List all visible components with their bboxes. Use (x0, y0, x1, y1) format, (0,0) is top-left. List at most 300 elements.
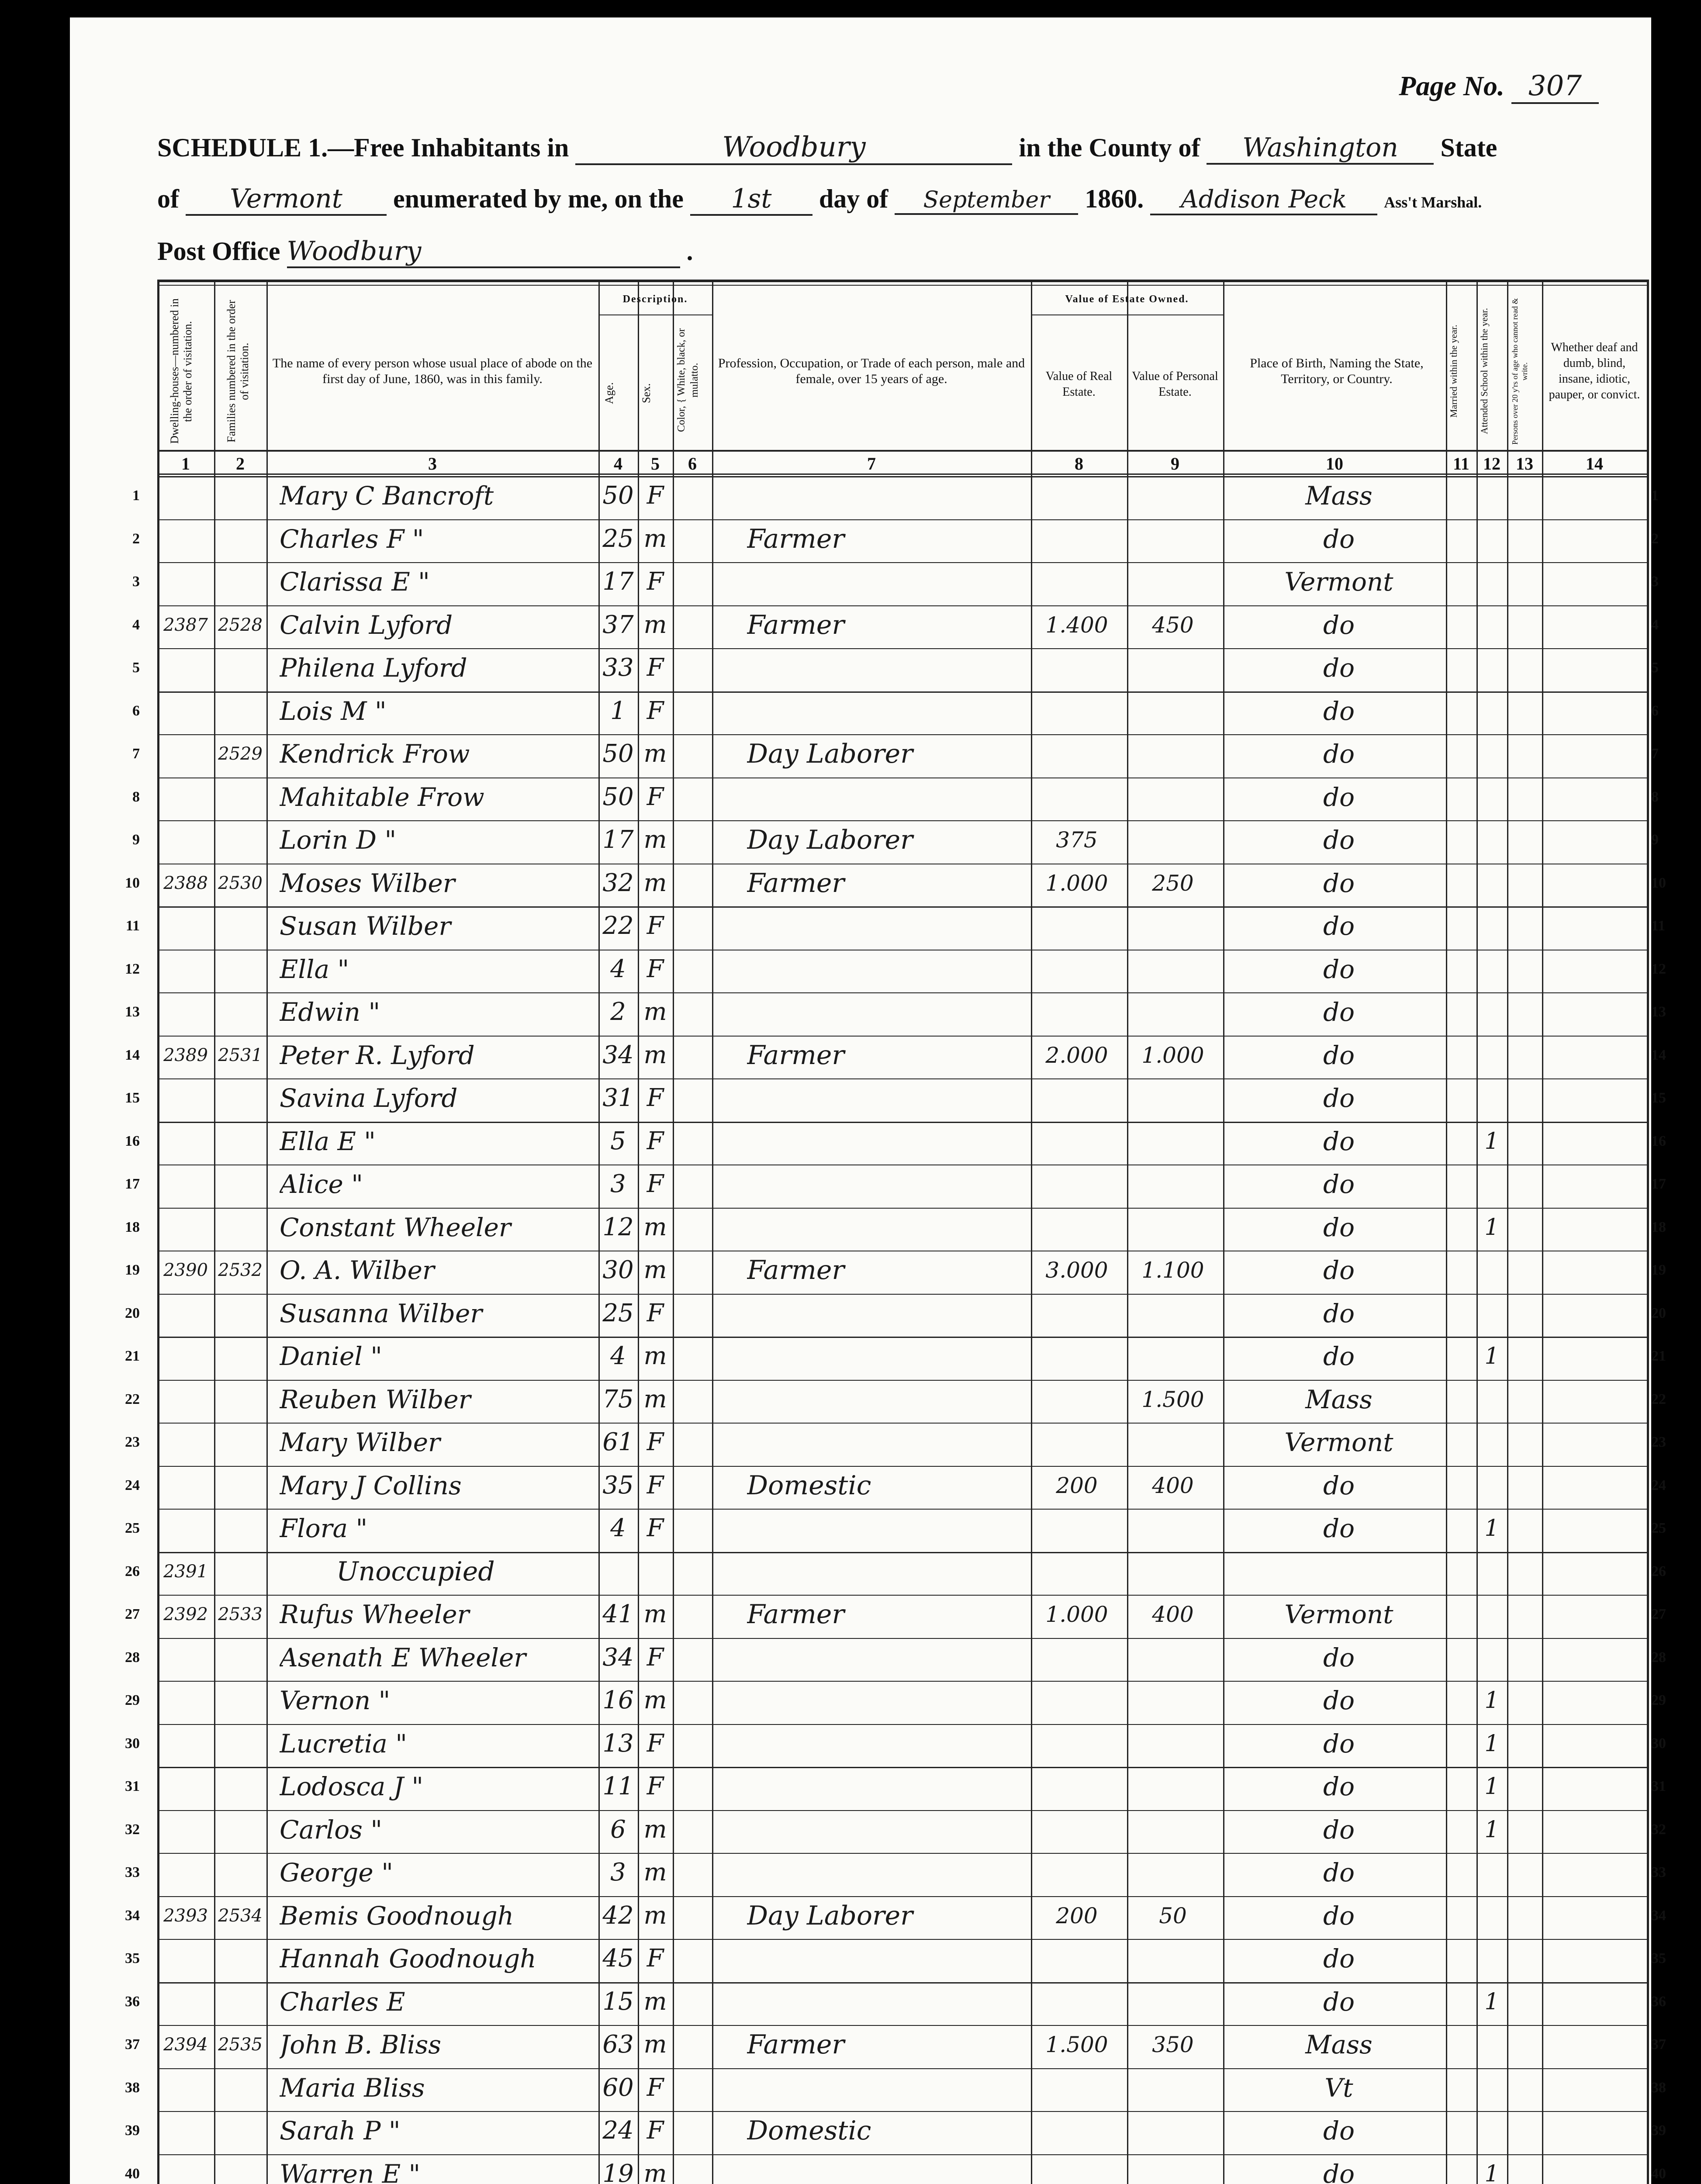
state-name: Vermont (186, 183, 387, 216)
personal-estate-value (1127, 1636, 1219, 1679)
column-number: 9 (1171, 454, 1179, 473)
column-number: 13 (1516, 454, 1533, 473)
dwelling-number (159, 1765, 212, 1808)
real-estate-value (1031, 1292, 1123, 1335)
dwelling-number (159, 2153, 212, 2184)
sex: m (643, 524, 667, 553)
column-number: 5 (651, 454, 660, 473)
age: 32 (602, 868, 634, 897)
column-divider (1446, 280, 1447, 2184)
column-number: 4 (614, 454, 622, 473)
occupation (747, 1550, 1022, 1593)
sex: F (647, 2073, 664, 2102)
post-office-name: Woodbury (287, 236, 680, 268)
occupation (747, 646, 1022, 690)
real-estate-value (1031, 2109, 1123, 2153)
value-estate-heading: Value of Estate Owned. (1065, 294, 1189, 305)
place-of-birth: do (1323, 1642, 1355, 1673)
family-number (216, 560, 265, 604)
row-number-left: 3 (132, 574, 140, 590)
col-13-heading: Persons over 20 y'rs of age who cannot read & write. (1511, 298, 1529, 445)
attended-school (1476, 2067, 1507, 2110)
family-number (216, 1335, 265, 1378)
attended-school: 1 (1484, 1730, 1499, 1757)
age: 50 (602, 782, 634, 811)
personal-estate-value (1127, 1206, 1219, 1249)
person-name: Clarissa E " (280, 567, 430, 597)
age: 45 (602, 1944, 634, 1973)
dwelling-number: 2388 (163, 873, 208, 893)
row-number-right: 21 (1651, 1348, 1666, 1364)
dwelling-number (159, 948, 212, 991)
real-estate-value (1031, 1937, 1123, 1980)
dwelling-number (159, 518, 212, 561)
dwelling-number (159, 474, 212, 518)
row-number-left: 7 (132, 746, 140, 762)
sex: m (643, 2159, 667, 2184)
row-number-right: 1 (1651, 487, 1659, 504)
real-estate-value: 2.000 (1045, 1042, 1108, 1068)
real-estate-value (1031, 1335, 1123, 1378)
occupation: Farmer (747, 1040, 845, 1071)
state-label: State (1440, 133, 1497, 162)
person-name: Alice " (280, 1169, 363, 1199)
sex: m (643, 1901, 667, 1930)
personal-estate-value (1127, 1163, 1219, 1206)
place-of-birth: Vt (1324, 2073, 1353, 2103)
dwelling-number: 2391 (163, 1561, 208, 1582)
attended-school (1476, 1421, 1507, 1464)
sex: m (643, 1600, 667, 1628)
real-estate-value (1031, 776, 1123, 819)
family-number (216, 1765, 265, 1808)
family-number (216, 948, 265, 991)
attended-school (1476, 1464, 1507, 1507)
attended-school: 1 (1484, 1988, 1499, 2015)
enumeration-month: September (895, 187, 1078, 215)
sex: m (643, 826, 667, 854)
personal-estate-value: 250 (1152, 870, 1194, 896)
age: 12 (602, 1213, 634, 1241)
occupation (747, 1335, 1022, 1378)
column-number: 10 (1326, 454, 1343, 473)
row-number-left: 16 (125, 1133, 140, 1149)
occupation: Domestic (747, 1470, 871, 1501)
family-number (216, 690, 265, 733)
attended-school (1476, 1163, 1507, 1206)
family-number (216, 1679, 265, 1722)
age: 31 (602, 1084, 634, 1112)
sex: F (647, 653, 664, 682)
occupation (747, 1980, 1022, 2024)
column-number: 3 (428, 454, 437, 473)
column-divider (1223, 280, 1224, 2184)
attended-school (1476, 1894, 1507, 1938)
place-of-birth: do (1323, 1944, 1355, 1973)
sex: m (643, 868, 667, 897)
sex: F (647, 1428, 664, 1456)
place-of-birth: do (1323, 1901, 1355, 1931)
row-number-right: 6 (1651, 702, 1659, 719)
family-number (216, 2153, 265, 2184)
place-of-birth: do (1323, 1298, 1355, 1328)
row-number-right: 9 (1651, 832, 1659, 848)
person-name: Ella E " (280, 1126, 376, 1156)
row-number-left: 34 (125, 1907, 140, 1924)
row-number-right: 22 (1651, 1391, 1666, 1407)
occupation (747, 1421, 1022, 1464)
place-of-birth: do (1323, 782, 1355, 812)
sex: F (647, 1127, 664, 1155)
attended-school: 1 (1484, 1773, 1499, 1800)
personal-estate-value (1127, 1937, 1219, 1980)
real-estate-value (1031, 948, 1123, 991)
place-of-birth: do (1323, 1083, 1355, 1113)
occupation (747, 1679, 1022, 1722)
personal-estate-value (1127, 2109, 1219, 2153)
real-estate-value (1031, 733, 1123, 776)
column-number: 12 (1483, 454, 1500, 473)
person-name: George " (280, 1858, 393, 1887)
row-number-right: 35 (1651, 1950, 1666, 1966)
place-of-birth: do (1323, 1686, 1355, 1715)
row-number-right: 30 (1651, 1735, 1666, 1752)
real-estate-value: 3.000 (1045, 1258, 1108, 1283)
attended-school (1476, 1292, 1507, 1335)
family-number (216, 905, 265, 948)
sex: F (647, 954, 664, 983)
row-number-left: 21 (125, 1348, 140, 1364)
column-divider (673, 280, 674, 2184)
real-estate-value (1031, 2067, 1123, 2110)
personal-estate-value (1127, 1120, 1219, 1163)
place-of-birth: do (1323, 524, 1355, 554)
dwelling-number: 2393 (163, 1905, 208, 1926)
age: 25 (602, 1299, 634, 1327)
sex: F (647, 481, 664, 510)
dwelling-number (159, 1206, 212, 1249)
row-number-left: 2 (132, 530, 140, 547)
sex: m (643, 740, 667, 768)
county-name: Washington (1207, 132, 1434, 165)
attended-school (1476, 905, 1507, 948)
col-8-heading: Value of Real Estate. (1045, 370, 1113, 399)
personal-estate-value (1127, 819, 1219, 862)
row-number-left: 1 (132, 487, 140, 504)
place-of-birth: do (1323, 653, 1355, 683)
attended-school (1476, 862, 1507, 905)
occupation: Day Laborer (747, 1900, 913, 1931)
dwelling-number (159, 560, 212, 604)
sex: F (647, 1471, 664, 1500)
personal-estate-value: 400 (1152, 1602, 1194, 1627)
enumerated-label: enumerated by me, on the (393, 184, 684, 213)
dwelling-number (159, 1808, 212, 1852)
occupation (747, 1163, 1022, 1206)
column-number: 6 (688, 454, 697, 473)
row-number-left: 8 (132, 788, 140, 805)
family-number (216, 1464, 265, 1507)
column-number: 11 (1453, 454, 1469, 473)
family-number (216, 1507, 265, 1550)
occupation: Domestic (747, 2115, 871, 2146)
sex: m (643, 1815, 667, 1844)
age: 3 (610, 1858, 626, 1887)
person-name: O. A. Wilber (280, 1255, 435, 1285)
place-of-birth: do (1323, 1470, 1355, 1500)
col-10-heading: Place of Birth, Naming the State, Territory, or Country. (1250, 356, 1424, 386)
age: 63 (602, 2030, 634, 2059)
place-of-birth: do (1323, 1341, 1355, 1371)
age: 6 (610, 1815, 626, 1844)
age: 33 (602, 653, 634, 682)
dwelling-number (159, 1421, 212, 1464)
occupation (747, 1851, 1022, 1894)
age: 42 (602, 1901, 634, 1930)
person-name: Moses Wilber (280, 868, 455, 898)
age: 22 (602, 912, 634, 940)
dwelling-number (159, 1163, 212, 1206)
row-number-left: 24 (125, 1477, 140, 1493)
occupation: Day Laborer (747, 739, 913, 769)
estate-divider (1031, 314, 1223, 315)
occupation (747, 776, 1022, 819)
row-number-left: 26 (125, 1563, 140, 1579)
age: 61 (602, 1428, 634, 1456)
row-number-left: 36 (125, 1993, 140, 2010)
row-number-left: 29 (125, 1692, 140, 1708)
header-line-2 (157, 183, 1482, 216)
family-number: 2533 (218, 1604, 263, 1624)
real-estate-value (1031, 690, 1123, 733)
row-number-left: 13 (125, 1004, 140, 1020)
family-number: 2530 (218, 873, 263, 893)
table-top-border-inner (157, 285, 1647, 286)
sex: m (643, 2030, 667, 2059)
person-name: Charles E (280, 1987, 405, 2017)
personal-estate-value (1127, 991, 1219, 1034)
column-divider (214, 280, 215, 2184)
row-number-right: 40 (1651, 2165, 1666, 2182)
dwelling-number (159, 1679, 212, 1722)
age: 4 (610, 1342, 626, 1370)
sex: F (647, 1170, 664, 1198)
attended-school (1476, 1636, 1507, 1679)
family-number (216, 1980, 265, 2024)
row-number-right: 2 (1651, 530, 1659, 547)
family-number (216, 646, 265, 690)
sex: F (647, 1299, 664, 1327)
real-estate-value (1031, 905, 1123, 948)
attended-school (1476, 1034, 1507, 1077)
attended-school: 1 (1484, 1515, 1499, 1541)
real-estate-value (1031, 646, 1123, 690)
row-number-left: 18 (125, 1219, 140, 1235)
dwelling-number (159, 733, 212, 776)
personal-estate-value (1127, 646, 1219, 690)
sex: F (647, 696, 664, 725)
real-estate-value: 200 (1056, 1903, 1098, 1928)
sex: F (647, 782, 664, 811)
occupation (747, 1120, 1022, 1163)
real-estate-value (1031, 1636, 1123, 1679)
place-of-birth: Vermont (1284, 567, 1393, 597)
personal-estate-value: 450 (1152, 612, 1194, 638)
place-of-birth: Mass (1305, 481, 1373, 511)
real-estate-value (1031, 1206, 1123, 1249)
personal-estate-value (1127, 1851, 1219, 1894)
occupation (747, 474, 1022, 518)
family-number (216, 1722, 265, 1766)
column-number: 8 (1075, 454, 1083, 473)
personal-estate-value (1127, 474, 1219, 518)
personal-estate-value (1127, 1421, 1219, 1464)
age: 50 (602, 481, 634, 510)
real-estate-value: 1.400 (1045, 612, 1108, 638)
dwelling-number (159, 646, 212, 690)
personal-estate-value (1127, 2153, 1219, 2184)
age: 50 (602, 740, 634, 768)
place-of-birth (1241, 1550, 1437, 1593)
place-of-birth: Vermont (1284, 1600, 1393, 1629)
family-number (216, 2109, 265, 2153)
page-number-value: 307 (1511, 70, 1599, 104)
person-name: John B. Bliss (280, 2030, 442, 2060)
census-sheet (70, 17, 1666, 2184)
occupation (747, 1206, 1022, 1249)
row-number-left: 19 (125, 1262, 140, 1278)
row-number-right: 10 (1651, 874, 1666, 891)
person-name: Hannah Goodnough (280, 1944, 536, 1973)
person-name: Mahitable Frow (280, 782, 484, 812)
place-of-birth: do (1323, 2116, 1355, 2146)
occupation (747, 2153, 1022, 2184)
family-number: 2529 (218, 744, 263, 764)
person-name: Carlos " (280, 1814, 383, 1845)
row-number-left: 38 (125, 2079, 140, 2096)
sex: F (647, 2116, 664, 2145)
real-estate-value (1031, 2153, 1123, 2184)
row-number-right: 39 (1651, 2122, 1666, 2139)
real-estate-value: 375 (1056, 827, 1098, 853)
occupation (747, 2067, 1022, 2110)
age: 75 (602, 1385, 634, 1413)
personal-estate-value (1127, 1335, 1219, 1378)
person-name: Susan Wilber (280, 911, 451, 941)
row-number-right: 20 (1651, 1305, 1666, 1321)
occupation (747, 1378, 1022, 1421)
place-of-birth: do (1323, 1126, 1355, 1156)
age: 13 (602, 1729, 634, 1758)
of-label: of (157, 184, 179, 213)
attended-school: 1 (1484, 1128, 1499, 1154)
sex: F (647, 1772, 664, 1800)
personal-estate-value (1127, 776, 1219, 819)
marshal-name: Addison Peck (1150, 185, 1377, 215)
occupation: Farmer (747, 1255, 845, 1286)
occupation (747, 1722, 1022, 1766)
col-2-heading: Families numbered in the order of visitation. (225, 300, 251, 443)
sex: m (643, 998, 667, 1026)
row-number-right: 32 (1651, 1821, 1666, 1838)
place-of-birth: do (1323, 825, 1355, 855)
sex: F (647, 567, 664, 596)
person-name: Lorin D " (280, 825, 397, 855)
age: 1 (610, 696, 626, 725)
family-number: 2528 (218, 615, 263, 635)
real-estate-value (1031, 474, 1123, 518)
person-name: Unoccupied (336, 1556, 495, 1587)
age: 15 (602, 1987, 634, 2016)
attended-school: 1 (1484, 1214, 1499, 1241)
row-number-left: 20 (125, 1305, 140, 1321)
family-number (216, 2067, 265, 2110)
sex (638, 1550, 673, 1593)
row-number-right: 29 (1651, 1692, 1666, 1708)
row-number-left: 10 (125, 874, 140, 891)
occupation (747, 948, 1022, 991)
personal-estate-value: 1.500 (1141, 1386, 1204, 1412)
occupation (747, 1765, 1022, 1808)
personal-estate-value (1127, 905, 1219, 948)
row-number-left: 12 (125, 961, 140, 977)
row-number-right: 15 (1651, 1090, 1666, 1106)
age: 2 (610, 998, 626, 1026)
family-number (216, 776, 265, 819)
place-name: Woodbury (575, 131, 1012, 165)
personal-estate-value (1127, 518, 1219, 561)
place-of-birth: do (1323, 2159, 1355, 2184)
dwelling-number (159, 1851, 212, 1894)
person-name: Rufus Wheeler (280, 1600, 470, 1629)
family-number: 2535 (218, 2035, 263, 2055)
age: 5 (610, 1127, 626, 1155)
age: 60 (602, 2073, 634, 2102)
personal-estate-value (1127, 1722, 1219, 1766)
column-number: 1 (181, 454, 190, 473)
dwelling-number (159, 1335, 212, 1378)
column-number: 7 (867, 454, 876, 473)
row-number-left: 39 (125, 2122, 140, 2139)
sex: m (643, 1256, 667, 1284)
person-name: Calvin Lyford (280, 610, 453, 640)
sex: m (643, 1987, 667, 2016)
personal-estate-value (1127, 1765, 1219, 1808)
person-name: Warren E " (280, 2159, 421, 2184)
row-number-left: 27 (125, 1606, 140, 1622)
family-number (216, 1421, 265, 1464)
col-5-heading: Sex. (640, 383, 653, 403)
row-number-left: 23 (125, 1434, 140, 1450)
dwelling-number (159, 1937, 212, 1980)
row-number-right: 16 (1651, 1133, 1666, 1149)
place-of-birth: do (1323, 954, 1355, 984)
attended-school (1476, 1937, 1507, 1980)
age: 4 (610, 954, 626, 983)
row-number-left: 22 (125, 1391, 140, 1407)
family-number (216, 819, 265, 862)
attended-school (1476, 1593, 1507, 1636)
row-number-right: 36 (1651, 1993, 1666, 2010)
sex: F (647, 1084, 664, 1112)
col-14-heading: Whether deaf and dumb, blind, insane, idiotic, pauper, or convict. (1549, 341, 1640, 401)
attended-school (1476, 733, 1507, 776)
occupation (747, 905, 1022, 948)
real-estate-value (1031, 518, 1123, 561)
row-number-right: 14 (1651, 1047, 1666, 1063)
real-estate-value (1031, 1077, 1123, 1120)
place-of-birth: do (1323, 1987, 1355, 2017)
